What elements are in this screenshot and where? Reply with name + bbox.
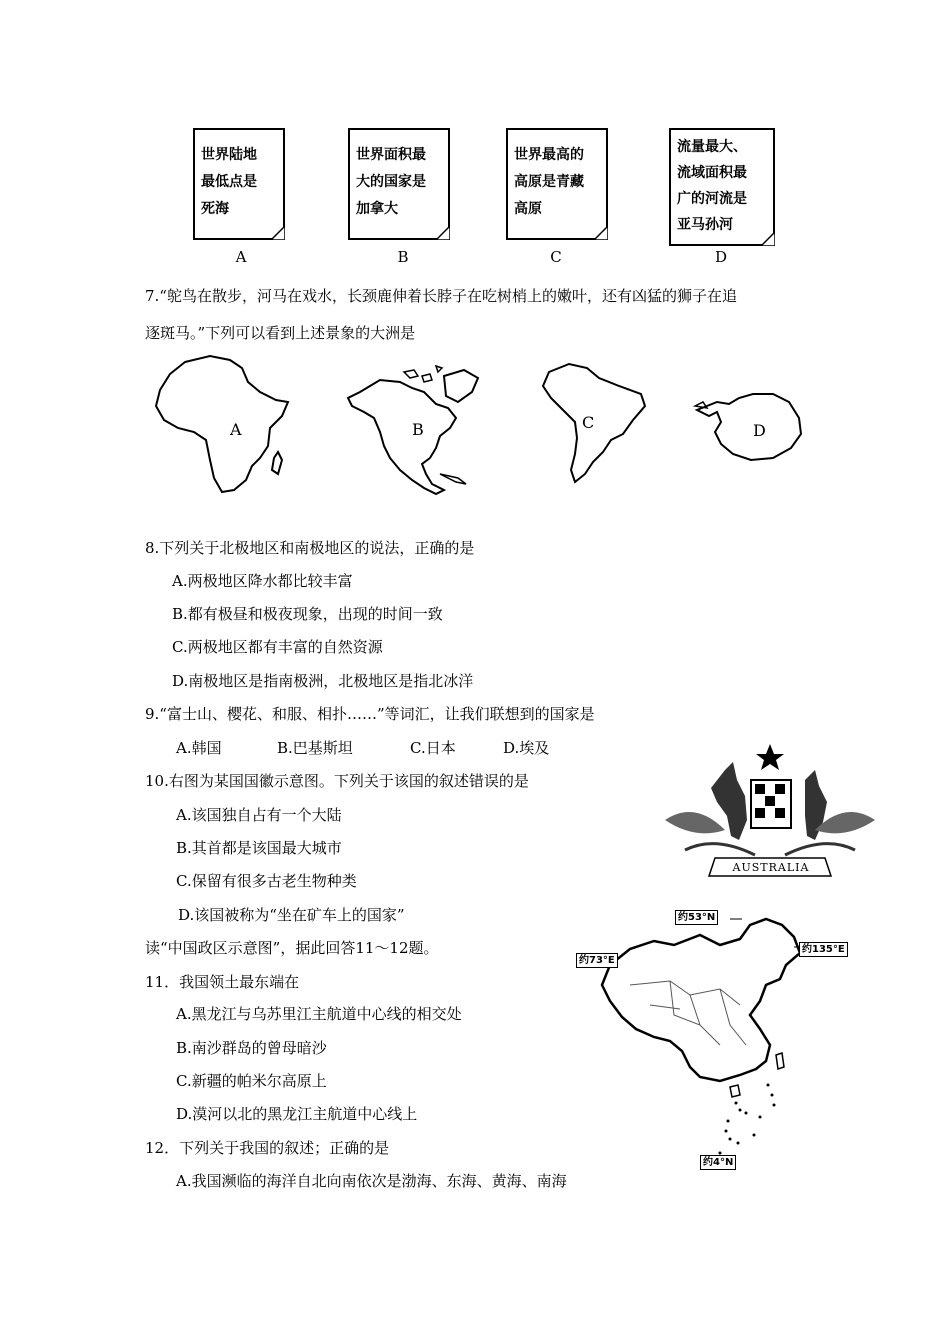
q9-stem: 9.“富士山、樱花、和服、相扑……”等词汇，让我们联想到的国家是 xyxy=(145,705,595,723)
q9-option-c: C.日本 xyxy=(410,739,456,757)
card-c xyxy=(506,128,608,240)
q10-option-c: C.保留有很多古老生物种类 xyxy=(176,872,357,890)
map-south-america xyxy=(535,358,655,488)
page-curl-icon xyxy=(436,226,450,240)
q8-stem: 8.下列关于北极地区和南极地区的说法，正确的是 xyxy=(145,539,475,557)
map-label-a: A xyxy=(230,420,242,439)
q9-option-d: D.埃及 xyxy=(503,739,550,757)
q8-option-d: D.南极地区是指南极洲，北极地区是指北冰洋 xyxy=(172,672,474,690)
page-curl-icon xyxy=(594,226,608,240)
q11-option-c: C.新疆的帕米尔高原上 xyxy=(176,1072,327,1090)
card-c-letter: C xyxy=(550,248,562,266)
coat-of-arms xyxy=(655,740,885,890)
q11-option-d: D.漠河以北的黑龙江主航道中心线上 xyxy=(176,1105,418,1123)
q8-option-c: C.两极地区都有丰富的自然资源 xyxy=(172,638,383,656)
card-b-letter: B xyxy=(397,248,409,266)
emblem-text: AUSTRALIA xyxy=(732,861,810,874)
q9-option-b: B.巴基斯坦 xyxy=(277,739,353,757)
card-d xyxy=(669,128,775,246)
coord-west-label: 约73°E xyxy=(576,953,618,968)
coord-north-label: 约53°N xyxy=(675,910,718,925)
card-b-text: 世界面积最 大的国家是 加拿大 xyxy=(356,147,426,217)
card-a-text: 世界陆地 最低点是 死海 xyxy=(201,147,257,217)
card-a-letter: A xyxy=(235,248,247,266)
q10-stem: 10.右图为某国国徽示意图。下列关于该国的叙述错误的是 xyxy=(145,772,529,790)
map-africa xyxy=(150,350,300,500)
q12-option-a: A.我国濒临的海洋自北向南依次是渤海、东海、黄海、南海 xyxy=(176,1172,567,1190)
q7-line-1: 7.“鸵鸟在散步，河马在戏水，长颈鹿伸着长脖子在吃树梢上的嫩叶，还有凶猛的狮子在追 xyxy=(145,287,737,305)
q11-option-b: B.南沙群岛的曾母暗沙 xyxy=(176,1039,327,1057)
card-d-text: 流量最大、 流域面积最 广的河流是 亚马孙河 xyxy=(677,139,747,233)
q8-option-b: B.都有极昼和极夜现象，出现的时间一致 xyxy=(172,605,443,623)
q9-option-a: A.韩国 xyxy=(176,739,222,757)
q11-option-a: A.黑龙江与乌苏里江主航道中心线的相交处 xyxy=(176,1005,462,1023)
q10-option-b: B.其首都是该国最大城市 xyxy=(176,839,342,857)
q12-stem: 12．下列关于我国的叙述；正确的是 xyxy=(145,1139,390,1157)
read-note: 读“中国政区示意图”，据此回答11～12题。 xyxy=(145,939,439,957)
q7-line-2: 逐斑马。”下列可以看到上述景象的大洲是 xyxy=(145,324,416,342)
q10-option-a: A.该国独自占有一个大陆 xyxy=(176,806,342,824)
q11-stem: 11．我国领土最东端在 xyxy=(145,973,300,991)
q8-option-a: A.两极地区降水都比较丰富 xyxy=(172,572,353,590)
china-map xyxy=(570,905,860,1180)
map-label-d: D xyxy=(753,421,766,440)
card-b xyxy=(348,128,450,240)
coord-south-label: 约4°N xyxy=(700,1155,736,1170)
card-a xyxy=(193,128,285,240)
card-d-letter: D xyxy=(714,248,728,266)
map-label-c: C xyxy=(582,413,595,432)
page-curl-icon xyxy=(761,232,775,246)
coord-east-label: 约135°E xyxy=(799,942,848,957)
page-curl-icon xyxy=(271,226,285,240)
card-c-text: 世界最高的 高原是青藏 高原 xyxy=(514,147,584,217)
q10-option-d: D.该国被称为“坐在矿车上的国家” xyxy=(178,906,405,924)
map-label-b: B xyxy=(412,420,424,439)
